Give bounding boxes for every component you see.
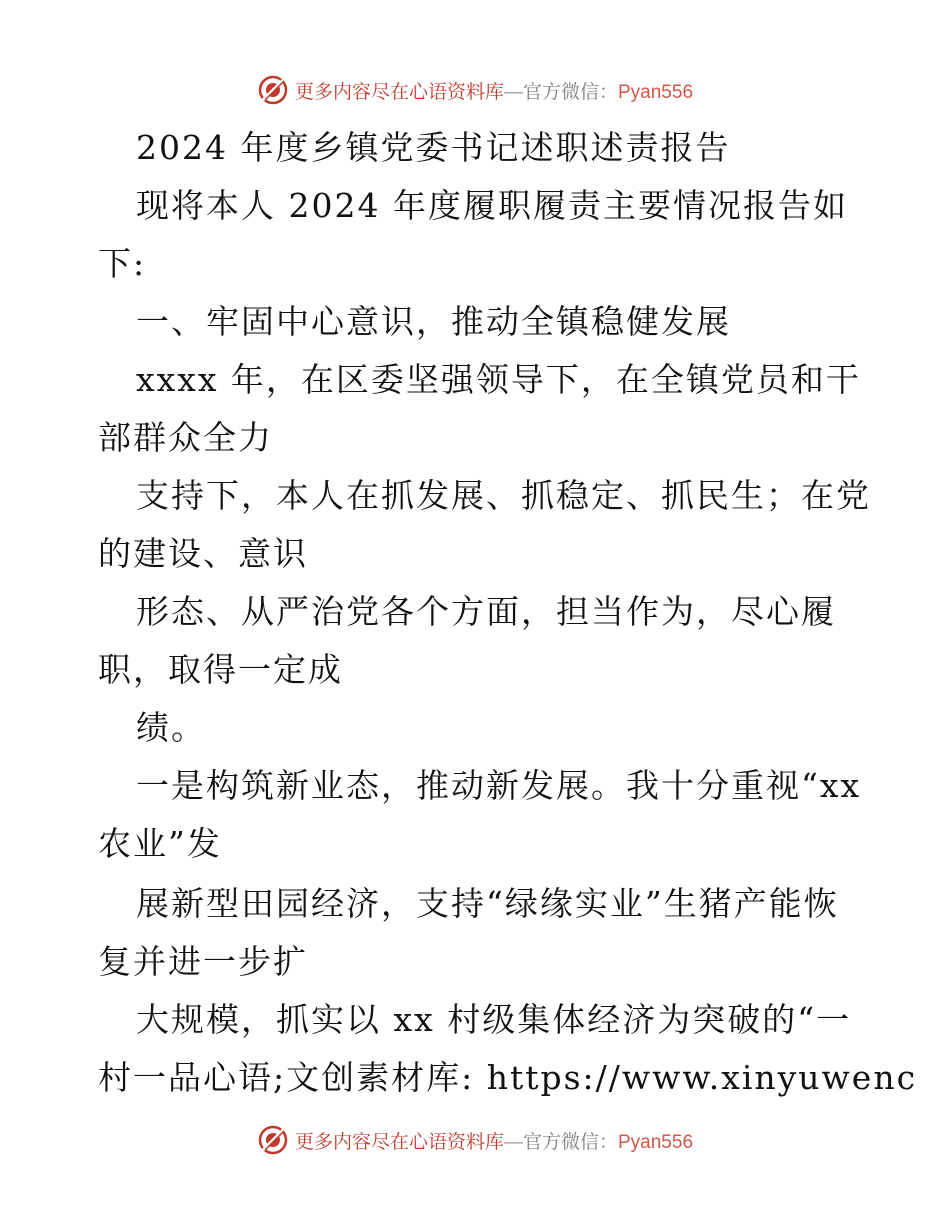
watermark-brand: 更多内容尽在心语资料库 [294, 81, 504, 103]
paragraph-line: 展新型田园经济，支持“绿缘实业”生猪产能恢 [136, 884, 839, 923]
paragraph-line: 支持下，本人在抓发展、抓稳定、抓民生；在党 [136, 476, 871, 515]
paragraph-line: 村一品心语;文创素材库: https://www.xinyuwenc [98, 1058, 918, 1097]
paragraph-line: 现将本人 2024 年度履职履责主要情况报告如 [136, 186, 848, 225]
watermark-content [257, 1124, 693, 1156]
stamp-logo-icon [257, 1124, 289, 1156]
paragraph-line: 形态、从严治党各个方面，担当作为，尽心履 [136, 592, 836, 631]
watermark-footer [0, 1120, 950, 1160]
paragraph-line: 部群众全力 [98, 418, 273, 457]
document-title: 2024 年度乡镇党委书记述职述责报告 [136, 128, 731, 167]
paragraph-line: 农业”发 [98, 824, 222, 863]
stamp-logo-icon [257, 74, 289, 106]
watermark-text [295, 77, 693, 104]
watermark-wechat-id: Pyan556 [618, 1131, 694, 1153]
watermark-dash: — [503, 81, 523, 103]
paragraph-line: 的建设、意识 [98, 534, 308, 573]
watermark-header [0, 70, 950, 110]
watermark-wechat-id: Pyan556 [618, 81, 694, 103]
watermark-text [295, 1127, 693, 1154]
paragraph-line: 绩。 [136, 708, 206, 747]
watermark-wechat-label: 官方微信： [522, 81, 618, 103]
paragraph-line: 一是构筑新业态，推动新发展。我十分重视“xx [136, 766, 862, 805]
paragraph-line: 复并进一步扩 [98, 942, 308, 981]
paragraph-line: 职，取得一定成 [98, 650, 343, 689]
paragraph-line: 大规模，抓实以 xx 村级集体经济为突破的“一 [136, 1000, 852, 1039]
watermark-wechat-label: 官方微信： [522, 1131, 618, 1153]
paragraph-line: xxxx 年，在区委坚强领导下，在全镇党员和干 [136, 360, 861, 399]
watermark-brand: 更多内容尽在心语资料库 [294, 1131, 504, 1153]
section-heading: 一、牢固中心意识，推动全镇稳健发展 [136, 302, 731, 341]
paragraph-line: 下: [98, 244, 147, 283]
watermark-dash: — [503, 1131, 523, 1153]
watermark-content [257, 74, 693, 106]
